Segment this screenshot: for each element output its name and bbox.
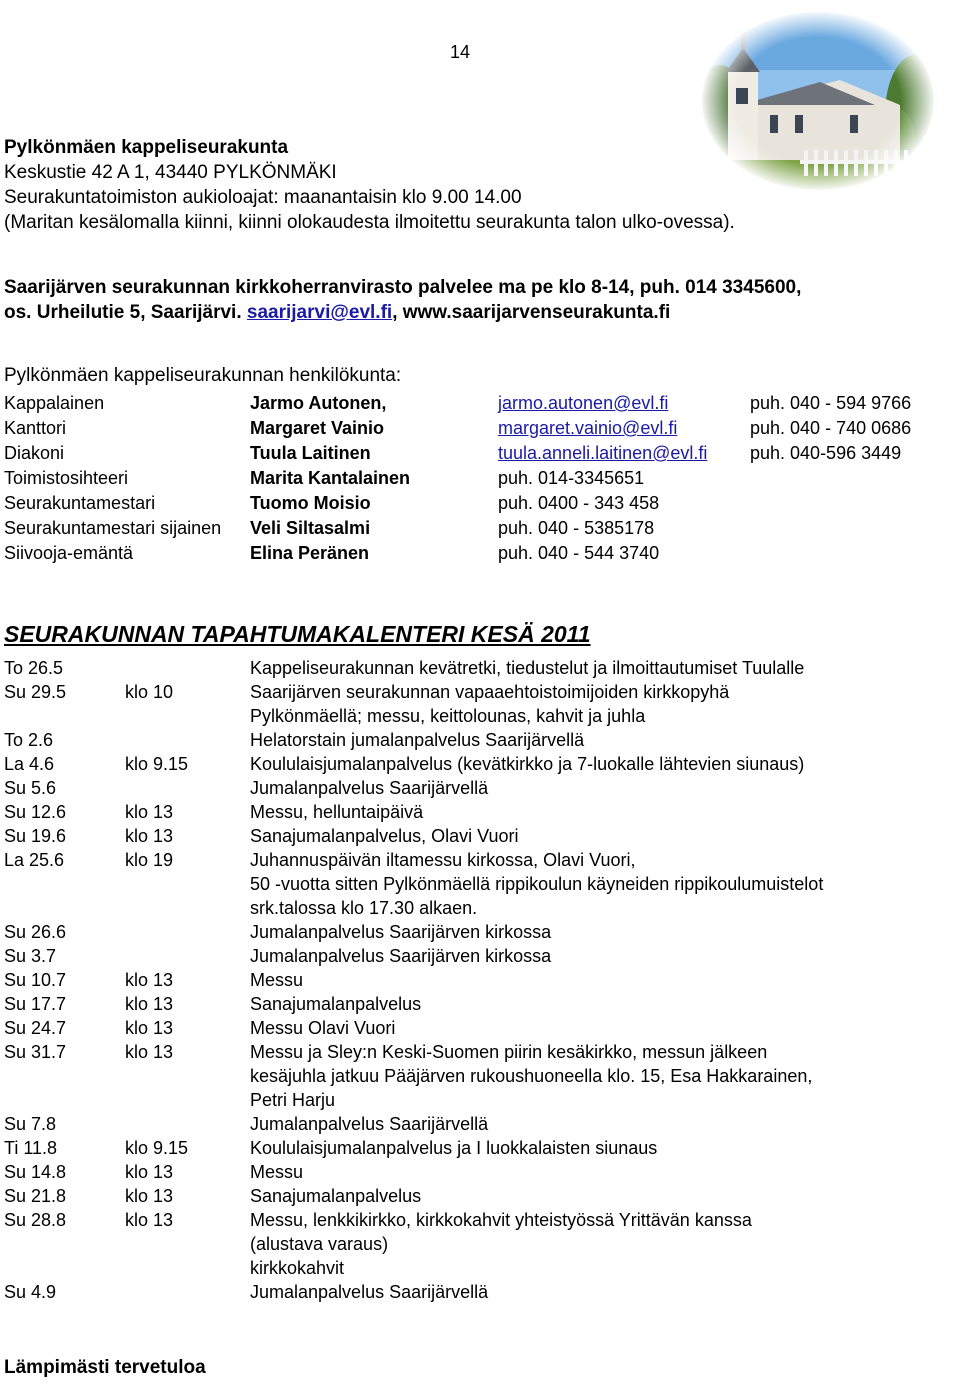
event-date: La 25.6 xyxy=(4,850,65,870)
staff-email-link[interactable]: tuula.anneli.laitinen@evl.fi xyxy=(498,443,708,463)
event-description-line: Jumalanpalvelus Saarijärvellä xyxy=(250,778,489,798)
staff-name: Jarmo Autonen, xyxy=(250,393,387,413)
calendar-event xyxy=(0,753,960,777)
calendar-event xyxy=(0,1113,960,1137)
parish-address-line xyxy=(4,301,670,324)
event-time: klo 13 xyxy=(125,994,174,1014)
calendar-event xyxy=(0,849,960,921)
event-date: Su 3.7 xyxy=(4,946,57,966)
staff-row xyxy=(0,492,960,516)
office-hours-note: (Maritan kesälomalla kiinni, kiinni olokaudesta ilmoitettu seurakunta talon ulko-ovessa). xyxy=(4,212,735,233)
event-description-line: Jumalanpalvelus Saarijärven kirkossa xyxy=(250,946,552,966)
event-date: Su 5.6 xyxy=(4,778,57,798)
event-date: Su 7.8 xyxy=(4,1114,57,1134)
event-description-line: Pylkönmäellä; messu, keittolounas, kahvit ja juhla xyxy=(250,706,646,726)
event-time: klo 19 xyxy=(125,850,174,870)
event-description xyxy=(250,729,950,753)
staff-role: Siivooja-emäntä xyxy=(4,543,134,563)
event-description-line: Sanajumalanpalvelus, Olavi Vuori xyxy=(250,826,519,846)
church-photo xyxy=(700,10,936,192)
staff-name: Elina Peränen xyxy=(250,543,370,563)
event-description-line: Messu xyxy=(250,970,304,990)
staff-heading: Pylkönmäen kappeliseurakunnan henkilökunta: xyxy=(4,365,402,386)
event-description-line: kesäjuhla jatkuu Pääjärven rukoushuoneella klo. 15, Esa Hakkarainen, xyxy=(250,1066,813,1086)
event-description-line: Jumalanpalvelus Saarijärvellä xyxy=(250,1282,489,1302)
staff-row xyxy=(0,542,960,566)
parish-email-link[interactable]: saarijarvi@evl.fi xyxy=(246,302,393,323)
event-description-line: Messu Olavi Vuori xyxy=(250,1018,396,1038)
chapel-title: Pylkönmäen kappeliseurakunta xyxy=(4,137,289,158)
staff-role: Toimistosihteeri xyxy=(4,468,129,488)
calendar-event xyxy=(0,1209,960,1281)
staff-row xyxy=(0,467,960,491)
staff-email-link[interactable]: jarmo.autonen@evl.fi xyxy=(498,393,669,413)
event-date: Su 31.7 xyxy=(4,1042,67,1062)
calendar-event xyxy=(0,1041,960,1113)
staff-row xyxy=(0,442,960,466)
event-time: klo 10 xyxy=(125,682,174,702)
office-hours: Seurakuntatoimiston aukioloajat: maanantaisin klo 9.00 14.00 xyxy=(4,187,522,208)
calendar-event xyxy=(0,1185,960,1209)
event-description-line: Helatorstain jumalanpalvelus Saarijärvellä xyxy=(250,730,585,750)
event-time: klo 9.15 xyxy=(125,754,189,774)
event-date: Su 29.5 xyxy=(4,682,67,702)
staff-name: Tuula Laitinen xyxy=(250,443,371,463)
staff-row xyxy=(0,517,960,541)
event-time: klo 13 xyxy=(125,1210,174,1230)
event-description xyxy=(250,1113,950,1137)
event-date: Su 17.7 xyxy=(4,994,67,1014)
calendar-event xyxy=(0,681,960,729)
staff-name: Veli Siltasalmi xyxy=(250,518,371,538)
calendar-event xyxy=(0,1137,960,1161)
event-description xyxy=(250,777,950,801)
event-date: To 2.6 xyxy=(4,730,54,750)
event-description xyxy=(250,921,950,945)
event-date: Su 24.7 xyxy=(4,1018,67,1038)
event-description-line: Messu ja Sley:n Keski-Suomen piirin kesäkirkko, messun jälkeen xyxy=(250,1042,768,1062)
event-description xyxy=(250,753,950,777)
event-description xyxy=(250,945,950,969)
calendar-title: SEURAKUNNAN TAPAHTUMAKALENTERI KESÄ 2011 xyxy=(4,621,591,647)
calendar-event xyxy=(0,801,960,825)
event-description xyxy=(250,849,950,921)
staff-phone: puh. 040-596 3449 xyxy=(750,443,902,463)
event-description xyxy=(250,657,950,681)
event-description xyxy=(250,801,950,825)
event-date: Su 12.6 xyxy=(4,802,67,822)
staff-name: Marita Kantalainen xyxy=(250,468,411,488)
event-time: klo 13 xyxy=(125,970,174,990)
event-description-line: Sanajumalanpalvelus xyxy=(250,1186,422,1206)
event-description-line: 50 -vuotta sitten Pylkönmäellä rippikoulun käyneiden rippikoulumuistelot xyxy=(250,874,824,894)
event-description-line: srk.talossa klo 17.30 alkaen. xyxy=(250,898,478,918)
calendar-event xyxy=(0,1161,960,1185)
event-description xyxy=(250,1209,950,1281)
staff-phone: puh. 040 - 544 3740 xyxy=(498,543,660,563)
staff-phone: puh. 040 - 594 9766 xyxy=(750,393,912,413)
closing-greeting: Lämpimästi tervetuloa xyxy=(4,1357,206,1378)
event-description xyxy=(250,681,950,729)
event-time: klo 13 xyxy=(125,1186,174,1206)
calendar-event xyxy=(0,657,960,681)
event-time: klo 9.15 xyxy=(125,1138,189,1158)
event-date: To 26.5 xyxy=(4,658,64,678)
event-description-line: Saarijärven seurakunnan vapaaehtoistoimijoiden kirkkopyhä xyxy=(250,682,730,702)
staff-phone: puh. 040 - 5385178 xyxy=(498,518,655,538)
event-description xyxy=(250,993,950,1017)
staff-phone: puh. 040 - 740 0686 xyxy=(750,418,912,438)
event-description-line: Messu, lenkkikirkko, kirkkokahvit yhteistyössä Yrittävän kanssa xyxy=(250,1210,752,1230)
event-date: Su 14.8 xyxy=(4,1162,67,1182)
calendar-event xyxy=(0,921,960,945)
event-description-line: Jumalanpalvelus Saarijärven kirkossa xyxy=(250,922,552,942)
event-description-line: Jumalanpalvelus Saarijärvellä xyxy=(250,1114,489,1134)
event-description-line: Koululaisjumalanpalvelus (kevätkirkko ja 7-luokalle lähtevien siunaus) xyxy=(250,754,805,774)
calendar-event xyxy=(0,969,960,993)
chapel-address: Keskustie 42 A 1, 43440 PYLKÖNMÄKI xyxy=(4,162,337,183)
event-date: Ti 11.8 xyxy=(4,1138,58,1158)
staff-row xyxy=(0,392,960,416)
event-description xyxy=(250,1137,950,1161)
event-time: klo 13 xyxy=(125,826,174,846)
event-description xyxy=(250,969,950,993)
event-date: Su 21.8 xyxy=(4,1186,67,1206)
event-description-line: Juhannuspäivän iltamessu kirkossa, Olavi Vuori, xyxy=(250,850,636,870)
event-date: Su 4.9 xyxy=(4,1282,57,1302)
staff-role: Seurakuntamestari xyxy=(4,493,156,513)
staff-role: Diakoni xyxy=(4,443,65,463)
parish-website: , www.saarijarvenseurakunta.fi xyxy=(392,302,671,323)
event-description xyxy=(250,1017,950,1041)
event-date: Su 26.6 xyxy=(4,922,67,942)
staff-phone: puh. 0400 - 343 458 xyxy=(498,493,660,513)
page-number: 14 xyxy=(450,42,471,62)
event-description-line: Koululaisjumalanpalvelus ja I luokkalaisten siunaus xyxy=(250,1138,658,1158)
event-description-line: (alustava varaus) xyxy=(250,1234,389,1254)
parish-address: os. Urheilutie 5, Saarijärvi. xyxy=(4,302,242,323)
calendar-event xyxy=(0,945,960,969)
calendar-event xyxy=(0,729,960,753)
staff-name: Tuomo Moisio xyxy=(250,493,371,513)
event-description xyxy=(250,1161,950,1185)
event-description-line: kirkkokahvit xyxy=(250,1258,345,1278)
event-description-line: Sanajumalanpalvelus xyxy=(250,994,422,1014)
staff-email-link[interactable]: margaret.vainio@evl.fi xyxy=(498,418,678,438)
event-time: klo 13 xyxy=(125,1042,174,1062)
staff-name: Margaret Vainio xyxy=(250,418,385,438)
event-description-line: Messu, helluntaipäivä xyxy=(250,802,424,822)
staff-role: Kappalainen xyxy=(4,393,105,413)
event-date: Su 28.8 xyxy=(4,1210,67,1230)
calendar-event xyxy=(0,1281,960,1305)
calendar-event xyxy=(0,993,960,1017)
event-description xyxy=(250,1041,950,1113)
staff-role: Kanttori xyxy=(4,418,67,438)
staff-row xyxy=(0,417,960,441)
parish-office-info: Saarijärven seurakunnan kirkkoherranvirasto palvelee ma pe klo 8-14, puh. 014 3345600, xyxy=(4,277,802,298)
calendar-event xyxy=(0,825,960,849)
event-date: La 4.6 xyxy=(4,754,55,774)
staff-role: Seurakuntamestari sijainen xyxy=(4,518,222,538)
event-description xyxy=(250,825,950,849)
event-time: klo 13 xyxy=(125,1162,174,1182)
event-description-line: Petri Harju xyxy=(250,1090,336,1110)
calendar-event xyxy=(0,1017,960,1041)
event-date: Su 19.6 xyxy=(4,826,67,846)
staff-phone: puh. 014-3345651 xyxy=(498,468,645,488)
event-time: klo 13 xyxy=(125,802,174,822)
event-description-line: Messu xyxy=(250,1162,304,1182)
event-description-line: Kappeliseurakunnan kevätretki, tiedustelut ja ilmoittautumiset Tuulalle xyxy=(250,658,805,678)
event-description xyxy=(250,1281,950,1305)
event-description xyxy=(250,1185,950,1209)
calendar-event xyxy=(0,777,960,801)
event-time: klo 13 xyxy=(125,1018,174,1038)
event-date: Su 10.7 xyxy=(4,970,67,990)
